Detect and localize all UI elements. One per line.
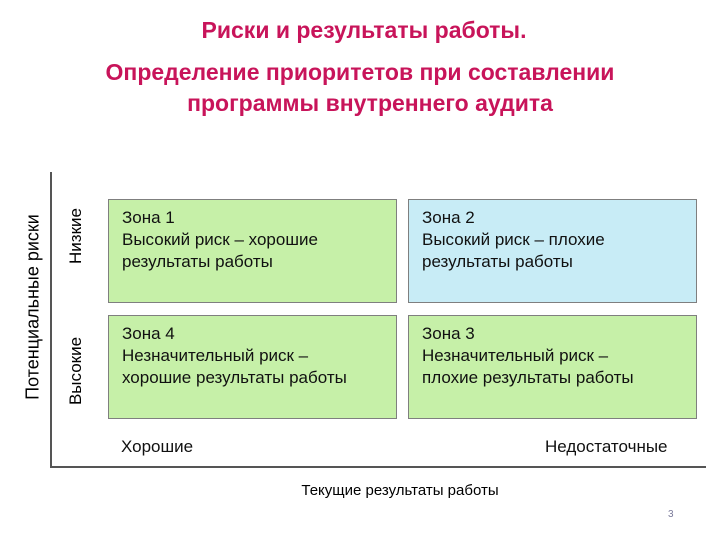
zone-1-text-line-2: результаты работы — [122, 252, 273, 271]
title-line-1: Риски и результаты работы. — [201, 17, 527, 43]
title-line-2: Определение приоритетов при составлении — [105, 59, 615, 85]
zone-2-title: Зона 2 — [422, 208, 475, 227]
y-axis-line — [50, 172, 52, 468]
zone-1-box — [108, 199, 397, 303]
y-axis-low-label: Низкие — [66, 208, 85, 264]
page-number: 3 — [668, 509, 674, 520]
zone-4-title: Зона 4 — [122, 324, 175, 343]
y-axis-title: Потенциальные риски — [22, 214, 43, 400]
zone-2-text-line-1: Высокий риск – плохие — [422, 230, 605, 249]
zone-2-box — [408, 199, 697, 303]
zone-4-text-line-1: Незначительный риск – — [122, 346, 309, 365]
zone-3-text-line-2: плохие результаты работы — [422, 368, 634, 387]
zone-2-text-line-2: результаты работы — [422, 252, 573, 271]
x-axis-line — [50, 466, 706, 468]
x-axis-title: Текущие результаты работы — [301, 482, 499, 499]
zone-3-text-line-1: Незначительный риск – — [422, 346, 609, 365]
zone-4-box — [108, 315, 397, 419]
zone-1-text-line-1: Высокий риск – хорошие — [122, 230, 318, 249]
y-axis-high-label: Высокие — [66, 336, 85, 406]
title-line-3: программы внутреннего аудита — [187, 90, 553, 116]
zone-3-title: Зона 3 — [422, 324, 475, 343]
zone-4-text-line-2: хорошие результаты работы — [122, 368, 347, 387]
x-axis-good-label: Хорошие — [121, 437, 194, 456]
zone-3-box — [408, 315, 697, 419]
zone-1-title: Зона 1 — [122, 208, 175, 227]
x-axis-bad-label: Недостаточные — [545, 437, 668, 456]
